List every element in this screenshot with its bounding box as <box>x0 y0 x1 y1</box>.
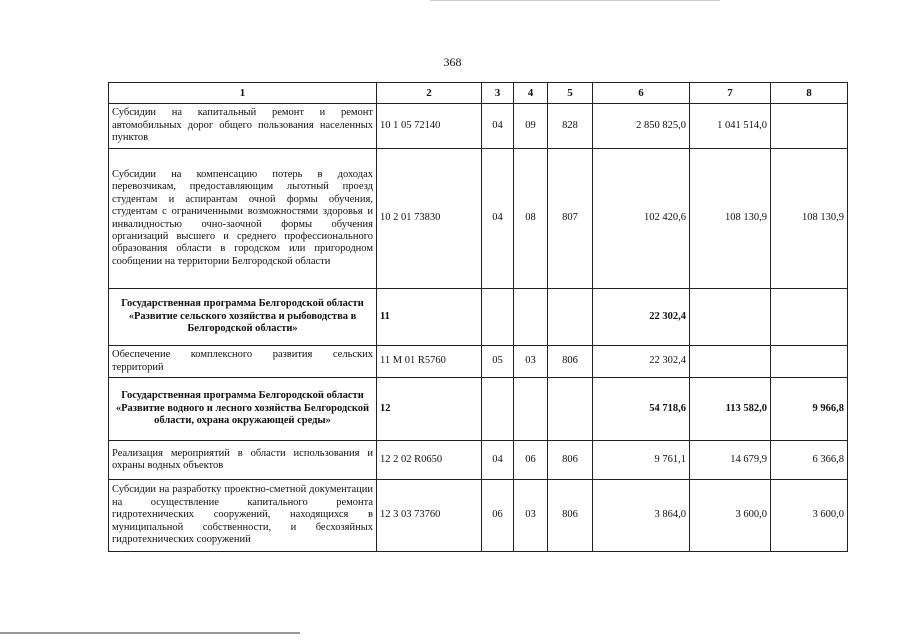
row-name: Субсидии на капитальный ремонт и ремонт автомобильных дорог общего пользования населенных пунктов <box>109 104 377 149</box>
row-amount-8: 6 366,8 <box>771 441 848 480</box>
scan-artifact-top <box>430 0 720 1</box>
row-code: 12 3 03 73760 <box>377 480 482 552</box>
column-header: 4 <box>514 83 548 104</box>
row-code: 11 М 01 R5760 <box>377 346 482 378</box>
table-row <box>109 480 848 552</box>
page-number: 368 <box>443 55 462 69</box>
program-name: Государственная программа Белгородской области «Развитие водного и лесного хозяйства Белгородской области, охрана окружающей среды» <box>109 378 377 441</box>
row-subsection: 08 <box>514 149 548 289</box>
row-section: 04 <box>482 149 514 289</box>
row-code: 11 <box>377 289 482 346</box>
row-name: Обеспечение комплексного развития сельских территорий <box>109 346 377 378</box>
column-header: 1 <box>109 83 377 104</box>
scan-artifact-bottom <box>0 632 300 634</box>
row-amount-8 <box>771 289 848 346</box>
table-header-row <box>109 83 848 104</box>
row-expense-type: 807 <box>548 149 593 289</box>
row-code: 12 <box>377 378 482 441</box>
table-row <box>109 441 848 480</box>
program-row <box>109 289 848 346</box>
row-expense-type: 806 <box>548 441 593 480</box>
row-subsection <box>514 378 548 441</box>
row-subsection: 06 <box>514 441 548 480</box>
column-header: 8 <box>771 83 848 104</box>
column-header: 2 <box>377 83 482 104</box>
row-amount-8: 108 130,9 <box>771 149 848 289</box>
row-expense-type <box>548 378 593 441</box>
table-row <box>109 104 848 149</box>
row-amount-6: 9 761,1 <box>593 441 690 480</box>
row-subsection: 09 <box>514 104 548 149</box>
row-amount-7: 14 679,9 <box>690 441 771 480</box>
row-amount-8: 9 966,8 <box>771 378 848 441</box>
row-subsection: 03 <box>514 346 548 378</box>
column-header: 7 <box>690 83 771 104</box>
row-code: 12 2 02 R0650 <box>377 441 482 480</box>
row-expense-type: 806 <box>548 346 593 378</box>
budget-table <box>108 82 848 552</box>
row-amount-8: 3 600,0 <box>771 480 848 552</box>
row-expense-type: 806 <box>548 480 593 552</box>
row-section <box>482 289 514 346</box>
row-code: 10 1 05 72140 <box>377 104 482 149</box>
row-amount-6: 102 420,6 <box>593 149 690 289</box>
row-amount-8 <box>771 104 848 149</box>
program-row <box>109 378 848 441</box>
row-subsection: 03 <box>514 480 548 552</box>
column-header: 3 <box>482 83 514 104</box>
row-amount-6: 22 302,4 <box>593 346 690 378</box>
row-code: 10 2 01 73830 <box>377 149 482 289</box>
row-amount-6: 2 850 825,0 <box>593 104 690 149</box>
row-amount-7 <box>690 346 771 378</box>
row-name: Субсидии на разработку проектно-сметной документации на осуществление капитального ремонта гидротехнических сооружений, находящихся в муниципальной собственности, и бесхозяйных гидротехнических сооружений <box>109 480 377 552</box>
row-amount-6: 22 302,4 <box>593 289 690 346</box>
table-row <box>109 149 848 289</box>
row-amount-7: 1 041 514,0 <box>690 104 771 149</box>
row-amount-6: 3 864,0 <box>593 480 690 552</box>
row-subsection <box>514 289 548 346</box>
row-name: Реализация мероприятий в области использования и охраны водных объектов <box>109 441 377 480</box>
column-header: 6 <box>593 83 690 104</box>
program-name: Государственная программа Белгородской области «Развитие сельского хозяйства и рыбоводства в Белгородской области» <box>109 289 377 346</box>
row-expense-type <box>548 289 593 346</box>
table-row <box>109 346 848 378</box>
row-section: 06 <box>482 480 514 552</box>
row-amount-7: 108 130,9 <box>690 149 771 289</box>
row-name: Субсидии на компенсацию потерь в доходах перевозчикам, предоставляющим льготный проезд студентам и аспирантам очной формы обучения, студентам с ограниченными возможностями здоровья и инвалидностью очно-заочной формы обучения организаций высшего и среднего профессионального образования области в городском или пригородном сообщении на территории Белгородской области <box>109 149 377 289</box>
row-section: 04 <box>482 441 514 480</box>
row-amount-6: 54 718,6 <box>593 378 690 441</box>
row-amount-8 <box>771 346 848 378</box>
row-section <box>482 378 514 441</box>
row-amount-7: 113 582,0 <box>690 378 771 441</box>
row-section: 05 <box>482 346 514 378</box>
row-amount-7: 3 600,0 <box>690 480 771 552</box>
row-amount-7 <box>690 289 771 346</box>
column-header: 5 <box>548 83 593 104</box>
row-section: 04 <box>482 104 514 149</box>
row-expense-type: 828 <box>548 104 593 149</box>
